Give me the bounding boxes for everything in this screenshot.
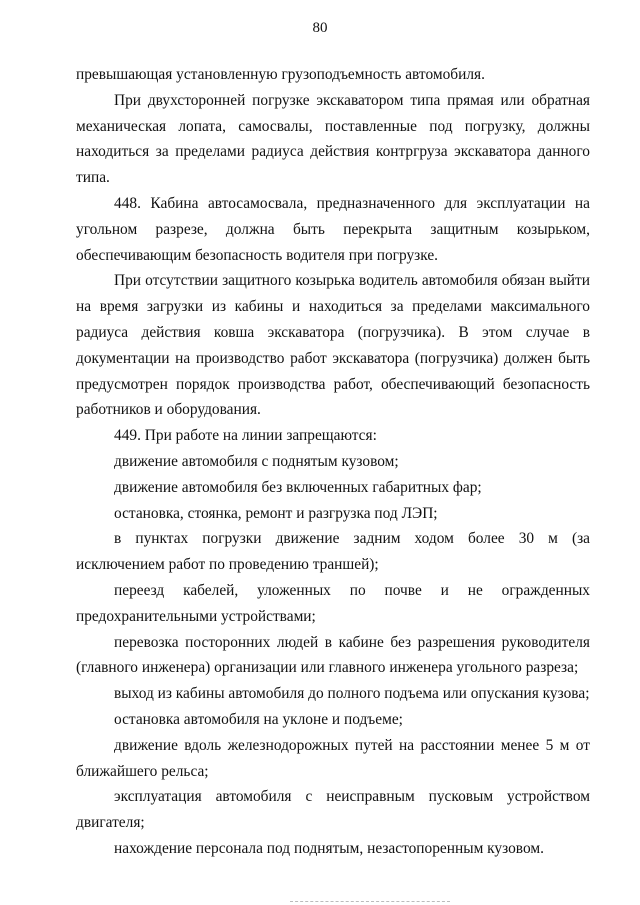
list-item: остановка, стоянка, ремонт и разгрузка под ЛЭП;: [114, 504, 438, 522]
list-item: движение вдоль железнодорожных путей на расстоянии менее 5 м от ближайшего рельса;: [76, 736, 590, 780]
paragraph: При двухсторонней погрузке экскаватором типа прямая или обратная механическая лопата, самосвалы, поставленные под погрузку, должны находиться за пределами радиуса действия контргруза экскаватора данного типа.: [76, 91, 590, 187]
document-body: [76, 62, 590, 862]
list-item: в пунктах погрузки движение задним ходом более 30 м (за исключением работ по проведению траншей);: [76, 530, 590, 574]
list-item: движение автомобиля без включенных габаритных фар;: [114, 478, 482, 496]
page-number: 80: [312, 20, 328, 36]
list-item: нахождение персонала под поднятым, незастопоренным кузовом.: [114, 839, 544, 857]
scan-edge-mark: [290, 901, 450, 903]
paragraph: 449. При работе на линии запрещаются:: [114, 427, 377, 445]
paragraph: При отсутствии защитного козырька водитель автомобиля обязан выйти на время загрузки из кабины и находиться за пределами максимального радиуса действия ковша экскаватора (погрузчика). В этом случае в документации на производство работ экскаватора (погрузчика) должен быть предусмотрен порядок производства работ, обеспечивающий безопасность работников и оборудования.: [76, 272, 590, 419]
list-item: переезд кабелей, уложенных по почве и не огражденных предохранительными устройствами;: [76, 581, 590, 625]
list-item: остановка автомобиля на уклоне и подъеме;: [114, 710, 403, 728]
list-item: движение автомобиля с поднятым кузовом;: [114, 452, 399, 470]
list-item: выход из кабины автомобиля до полного подъема или опускания кузова;: [114, 685, 590, 703]
paragraph: превышающая установленную грузоподъемность автомобиля.: [76, 66, 485, 83]
list-item: эксплуатация автомобиля с неисправным пусковым устройством двигателя;: [76, 788, 590, 832]
paragraph: 448. Кабина автосамосвала, предназначенного для эксплуатации на угольном разрезе, должна быть перекрыта защитным козырьком, обеспечивающим безопасность водителя при погрузке.: [76, 194, 590, 264]
list-item: перевозка посторонних людей в кабине без разрешения руководителя (главного инженера) организации или главного инженера угольного разреза;: [76, 633, 590, 677]
